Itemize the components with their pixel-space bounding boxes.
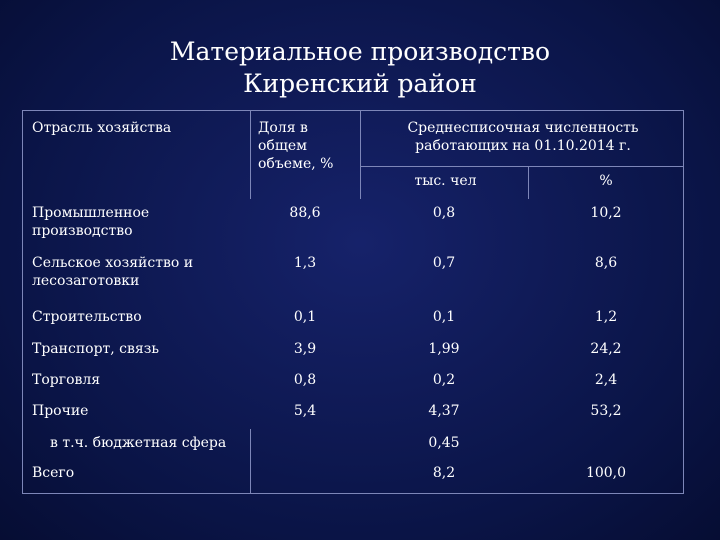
table-divider [360,111,361,199]
table-row-share: 5,4 [293,403,317,419]
table-row-name: Промышленное производство [32,205,150,239]
table-divider [250,429,251,494]
table-row-name: Сельское хозяйство и лесозаготовки [32,255,194,289]
table-row-name: Строительство [32,309,142,325]
data-table [22,110,684,494]
title-line-2: Киренский район [243,69,477,98]
table-row-thousand: 0,45 [428,435,460,451]
table-divider [360,166,684,167]
table-row-thousand: 1,99 [428,341,460,357]
table-row-percent: 100,0 [585,465,627,481]
table-row-thousand: 0,8 [432,205,456,221]
table-row-share: 0,8 [293,372,317,388]
table-divider [528,167,529,199]
slide-title [0,36,720,100]
table-row-percent: 8,6 [594,255,618,271]
table-row-percent: 2,4 [594,372,618,388]
table-row-share: 0,1 [293,309,317,325]
table-row-percent: 24,2 [590,341,622,357]
table-row-name: Прочие [32,403,89,419]
title-line-1: Материальное производство [169,37,551,66]
table-row-percent: 10,2 [590,205,622,221]
table-row-name: Всего [32,465,75,481]
header-share: Доля в общем объеме, % [258,120,334,172]
header-thousand: тыс. чел [414,173,477,189]
table-row-thousand: 0,2 [432,372,456,388]
table-row-percent: 53,2 [590,403,622,419]
table-row-share: 88,6 [289,205,321,221]
table-row-name: Торговля [32,372,101,388]
header-percent: % [599,173,613,189]
table-row-thousand: 0,1 [432,309,456,325]
table-row-share: 1,3 [293,255,317,271]
table-row-thousand: 4,37 [428,403,460,419]
header-branch: Отрасль хозяйства [32,120,172,136]
table-row-thousand: 8,2 [432,465,456,481]
table-row-share: 3,9 [293,341,317,357]
table-row-percent: 1,2 [594,309,618,325]
header-employees: Среднесписочная численность работающих на 01.10.2014 г. [407,120,639,154]
table-row-name: в т.ч. бюджетная сфера [50,435,227,451]
table-row-thousand: 0,7 [432,255,456,271]
table-divider [250,111,251,199]
table-row-name: Транспорт, связь [32,341,159,357]
